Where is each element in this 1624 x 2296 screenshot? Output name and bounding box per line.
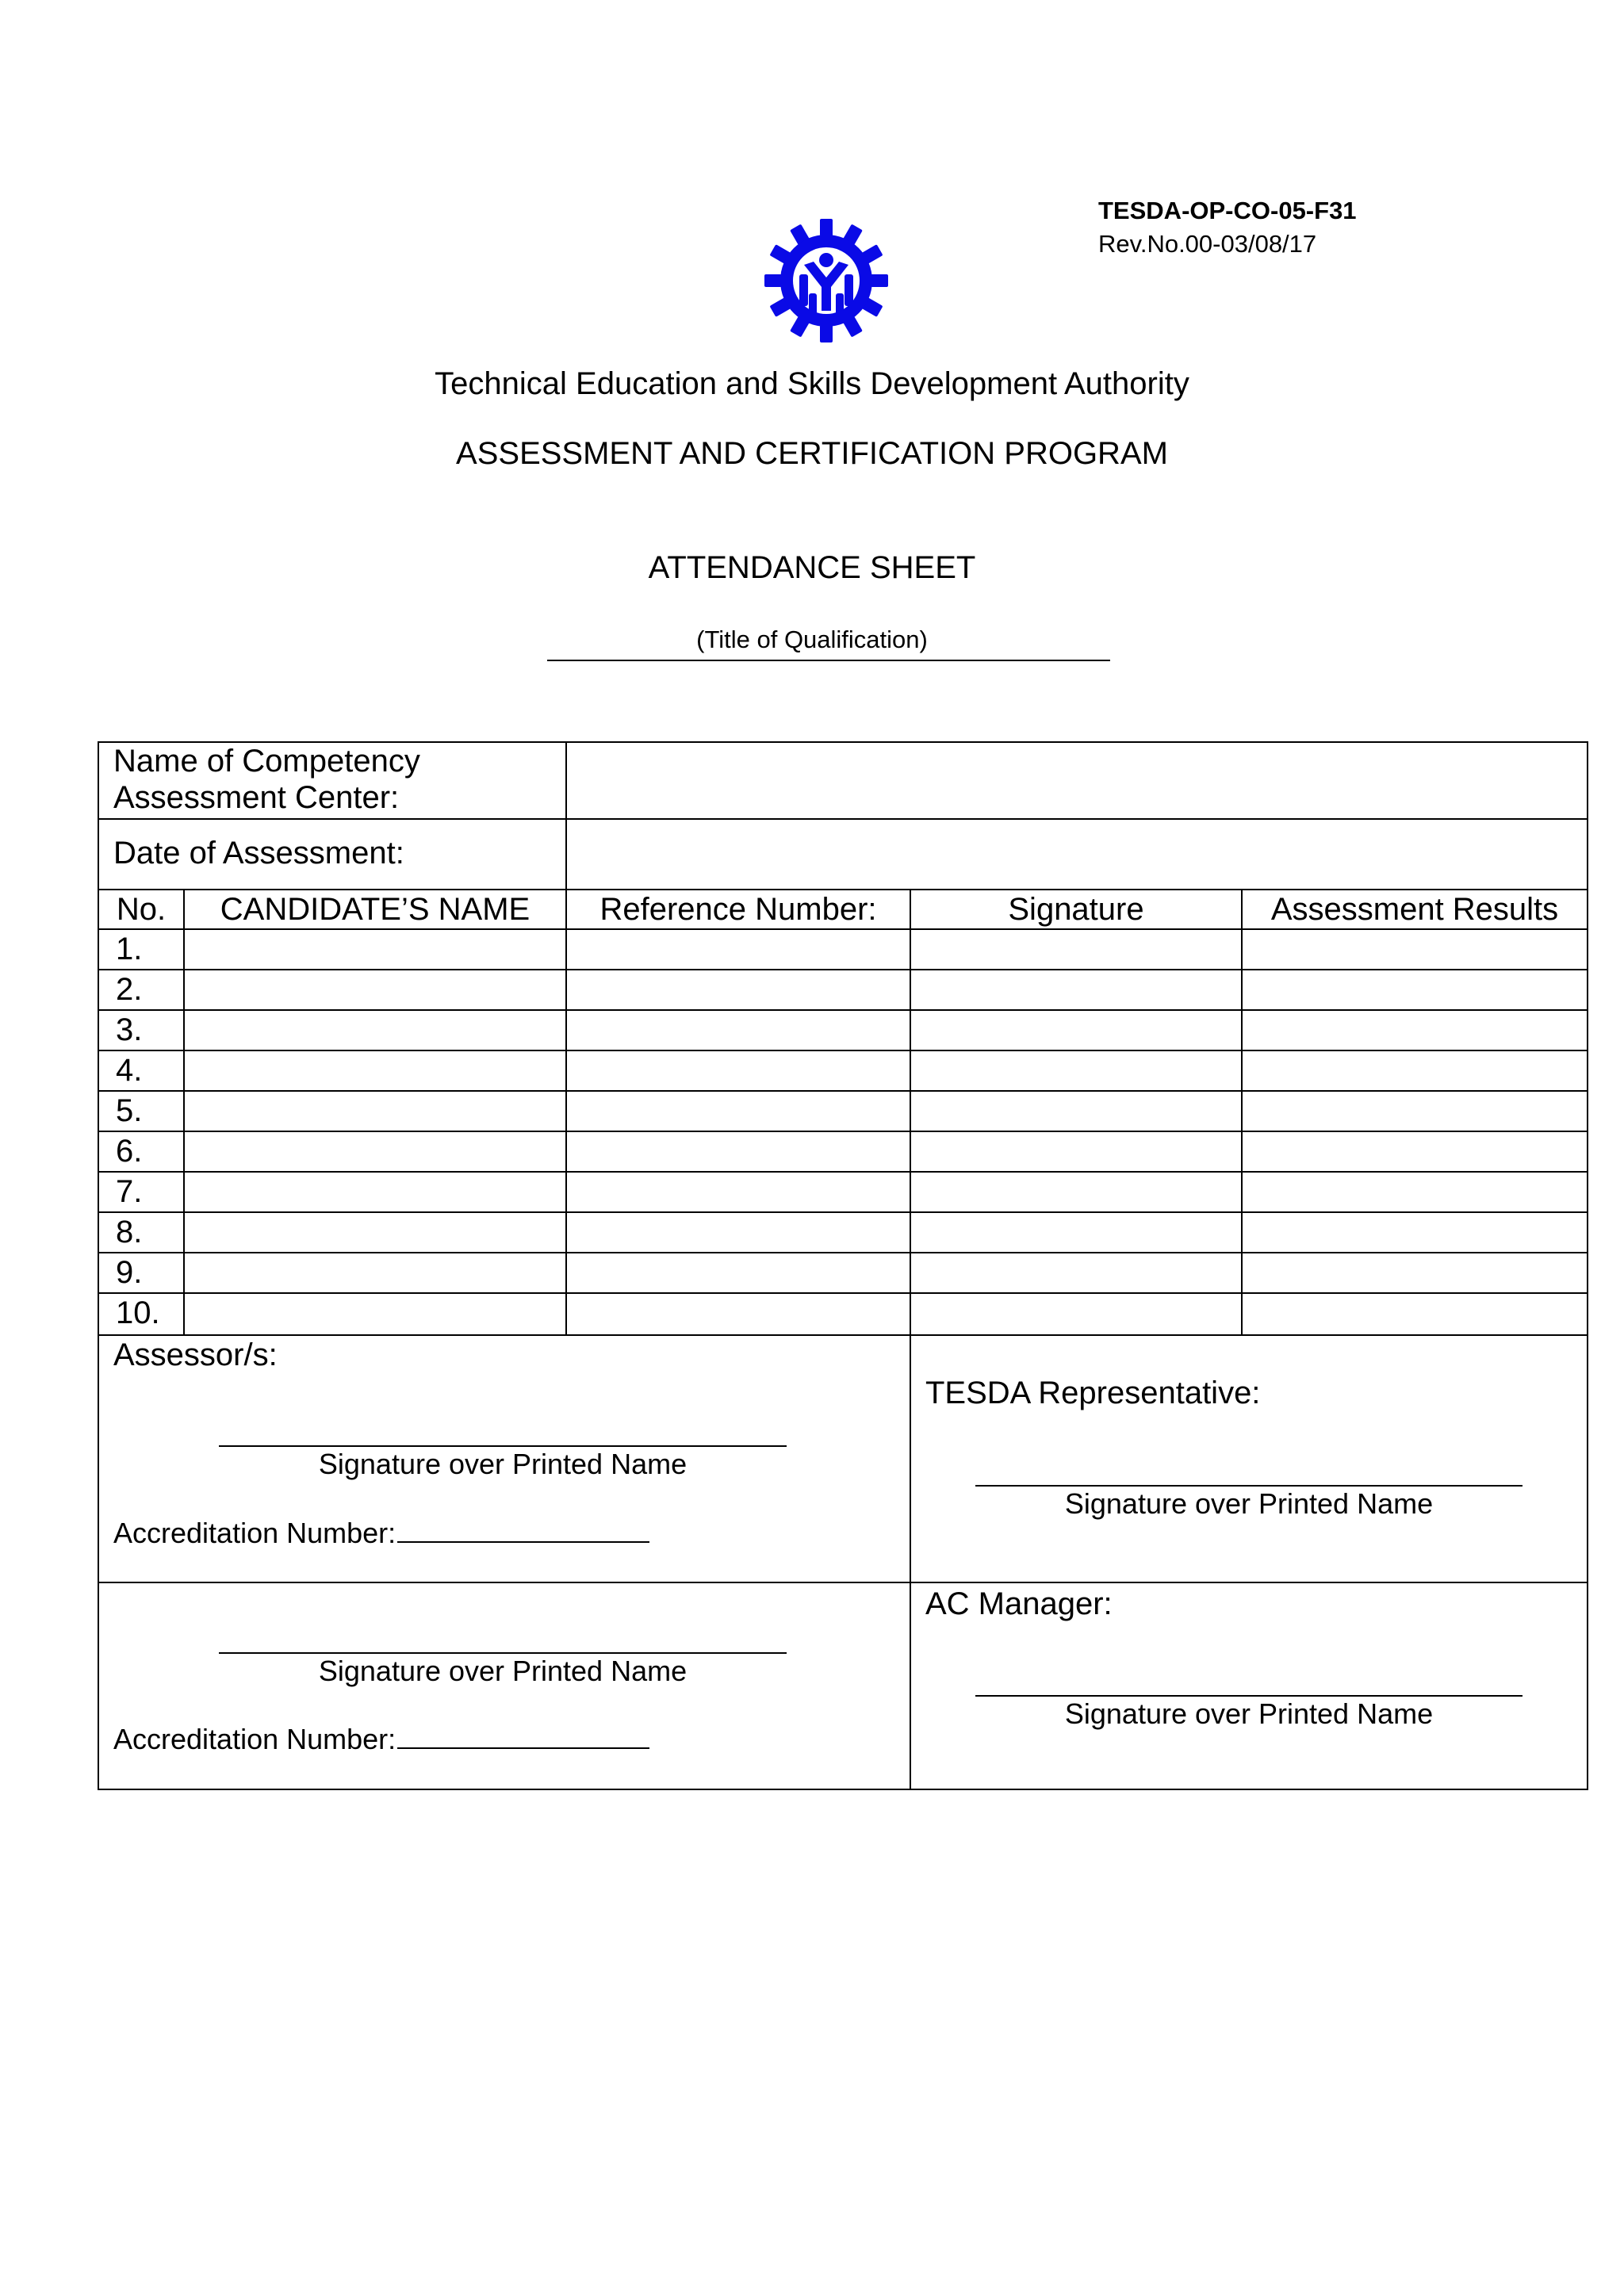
assessor-label: Assessor/s: (113, 1337, 278, 1372)
center-name-label-line: Name of Competency (113, 744, 420, 779)
row-number: 10. (116, 1295, 160, 1330)
ac-manager-signature-line[interactable] (975, 1695, 1522, 1697)
row-number: 8. (116, 1215, 143, 1249)
table-divider (98, 969, 1588, 970)
row-number: 4. (116, 1053, 143, 1088)
table-divider (98, 1171, 1588, 1173)
tesda-representative-label: TESDA Representative: (925, 1376, 1261, 1410)
signature-caption: Signature over Printed Name (318, 1655, 688, 1687)
table-divider (98, 1252, 1588, 1253)
table-divider (98, 1211, 1588, 1213)
accreditation-number-row (113, 1723, 649, 1756)
table-divider (98, 1009, 1588, 1011)
signature-caption: Signature over Printed Name (318, 1448, 688, 1480)
row-number: 6. (116, 1134, 143, 1169)
table-divider (98, 1292, 1588, 1294)
assessor-signature-line[interactable] (219, 1652, 787, 1654)
row-number: 1. (116, 932, 143, 966)
assessor-signature-line[interactable] (219, 1445, 787, 1447)
table-divider (98, 1090, 1588, 1092)
program-name: ASSESSMENT AND CERTIFICATION PROGRAM (456, 436, 1168, 471)
table-divider (1241, 889, 1243, 1334)
revision-number: Rev.No.00-03/08/17 (1098, 230, 1317, 258)
assessment-date-field[interactable] (568, 821, 1586, 888)
assessment-date-label: Date of Assessment: (113, 836, 404, 871)
table-divider (98, 1582, 1588, 1583)
row-number: 3. (116, 1012, 143, 1047)
tesda-representative-signature-line[interactable] (975, 1485, 1522, 1487)
table-divider (98, 818, 1588, 820)
accreditation-number-label: Accreditation Number: (113, 1517, 396, 1549)
table-divider (910, 889, 911, 1334)
qualification-title-field[interactable] (547, 660, 1110, 661)
column-header-reference-number: Reference Number: (599, 892, 877, 927)
table-border-right (1587, 741, 1588, 1790)
table-divider (98, 928, 1588, 930)
table-divider (98, 1050, 1588, 1051)
column-header-assessment-results: Assessment Results (1270, 892, 1559, 927)
center-name-label (113, 743, 420, 816)
agency-name: Technical Education and Skills Development Authority (435, 366, 1189, 401)
column-header-candidate-name: CANDIDATE’S NAME (220, 892, 530, 927)
signature-caption: Signature over Printed Name (1064, 1487, 1434, 1520)
form-code: TESDA-OP-CO-05-F31 (1098, 197, 1357, 224)
sheet-title: ATTENDANCE SHEET (648, 550, 976, 585)
table-divider (98, 1131, 1588, 1132)
row-number: 7. (116, 1174, 143, 1209)
row-number: 9. (116, 1255, 143, 1290)
table-divider (565, 741, 567, 889)
table-divider (183, 889, 185, 1334)
table-divider (98, 889, 1588, 890)
accreditation-number-field[interactable] (397, 1517, 649, 1543)
table-divider (98, 1334, 1588, 1336)
column-header-no: No. (116, 892, 167, 927)
accreditation-number-field[interactable] (397, 1724, 649, 1749)
tesda-gear-logo-icon (763, 217, 890, 344)
table-divider (565, 889, 567, 1334)
center-name-field[interactable] (568, 744, 1586, 817)
column-header-signature: Signature (1008, 892, 1144, 927)
accreditation-number-label: Accreditation Number: (113, 1723, 396, 1755)
qualification-caption: (Title of Qualification) (696, 626, 928, 653)
row-number: 5. (116, 1093, 143, 1128)
accreditation-number-row (113, 1517, 649, 1550)
table-divider (910, 1334, 911, 1789)
row-number: 2. (116, 972, 143, 1007)
table-border-bottom (98, 1789, 1588, 1790)
signature-caption: Signature over Printed Name (1064, 1697, 1434, 1730)
ac-manager-label: AC Manager: (925, 1586, 1113, 1621)
center-name-label-line: Assessment Center: (113, 780, 400, 815)
